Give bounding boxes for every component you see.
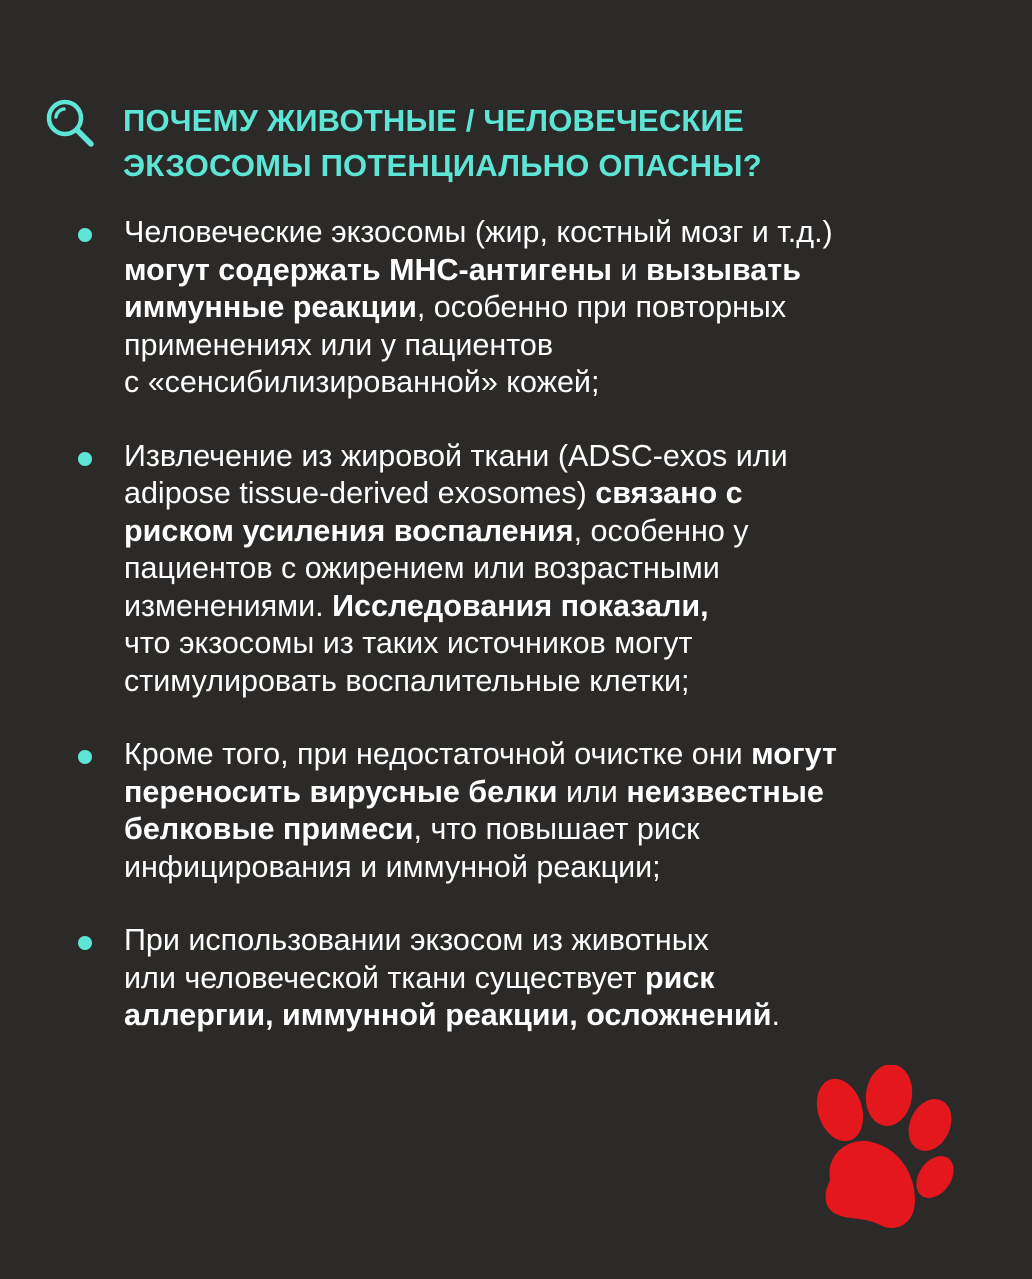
- text-segment: и: [611, 252, 646, 287]
- bullet-line: [124, 774, 1018, 812]
- text-segment: .: [771, 998, 781, 1032]
- bold-text-segment: риск: [644, 960, 715, 995]
- text-segment: , особенно у: [573, 513, 749, 548]
- bullet-line: [124, 588, 1018, 626]
- bold-text-segment: могут: [751, 737, 837, 771]
- text-segment: с «сенсибилизированной» кожей;: [124, 365, 600, 399]
- bullet-line: [124, 550, 1018, 588]
- paw-print-icon: [800, 1065, 960, 1235]
- text-segment: стимулировать воспалительные клетки;: [124, 663, 690, 698]
- bullet-line: [124, 811, 1018, 849]
- bullet-line: [124, 364, 1018, 402]
- text-segment: инфицирования и иммунной реакции;: [124, 849, 661, 884]
- page-title-line-2: ЭКЗОСОМЫ ПОТЕНЦИАЛЬНО ОПАСНЫ?: [123, 148, 762, 183]
- bullet-line: [124, 513, 1018, 551]
- bold-text-segment: Исследования показали,: [332, 588, 709, 623]
- bullet-line: [124, 849, 1018, 887]
- text-segment: Извлечение из жировой ткани (ADSC-exos или: [124, 438, 788, 473]
- bold-text-segment: риском усиления воспаления: [124, 513, 574, 548]
- text-segment: При использовании экзосом из животных: [124, 923, 709, 957]
- text-segment: пациентов с ожирением или возрастными: [124, 551, 720, 585]
- text-segment: или человеческой ткани существует: [124, 960, 645, 995]
- bold-text-segment: аллергии, иммунной реакции, осложнений: [124, 998, 772, 1032]
- text-segment: adipose tissue-derived exosomes): [124, 476, 596, 510]
- bold-text-segment: белковые примеси: [124, 812, 414, 846]
- bullet-list: [78, 214, 1018, 1071]
- text-segment: применениях или у пациентов: [124, 327, 554, 362]
- bullet-line: [124, 327, 1018, 365]
- text-segment: изменениями.: [124, 588, 333, 623]
- text-segment: Кроме того, при недостаточной очистке они: [124, 737, 752, 771]
- bold-text-segment: связано с: [595, 476, 743, 510]
- bullet-item: [78, 214, 1018, 402]
- bullet-line: [124, 922, 1018, 960]
- bullet-line: [124, 438, 1018, 476]
- text-segment: Человеческие экзосомы (жир, костный мозг и т.д.): [124, 215, 833, 249]
- bullet-line: [124, 736, 1018, 774]
- bullet-line: [124, 214, 1018, 252]
- bold-text-segment: вызывать: [645, 252, 801, 287]
- header: [45, 98, 1005, 188]
- bullet-dot-icon: [78, 750, 92, 764]
- text-segment: или: [557, 774, 627, 809]
- bullet-item: [78, 438, 1018, 701]
- bullet-item: [78, 736, 1018, 886]
- page-title: [123, 98, 762, 188]
- bullet-dot-icon: [78, 228, 92, 242]
- page-title-line-1: ПОЧЕМУ ЖИВОТНЫЕ / ЧЕЛОВЕЧЕСКИЕ: [123, 103, 744, 138]
- text-segment: что экзосомы из таких источников могут: [124, 626, 693, 660]
- bullet-line: [124, 663, 1018, 701]
- text-segment: , особенно при повторных: [416, 290, 787, 324]
- bullet-line: [124, 997, 1018, 1035]
- bullet-dot-icon: [78, 452, 92, 466]
- bold-text-segment: могут содержать МНС-антигены: [124, 252, 612, 287]
- bold-text-segment: переносить вирусные белки: [124, 774, 558, 809]
- bullet-line: [124, 475, 1018, 513]
- search-icon: [45, 98, 97, 150]
- bullet-item: [78, 922, 1018, 1035]
- bullet-dot-icon: [78, 936, 92, 950]
- text-segment: , что повышает риск: [413, 812, 700, 846]
- bullet-line: [124, 625, 1018, 663]
- bold-text-segment: иммунные реакции: [124, 290, 417, 324]
- bullet-line: [124, 252, 1018, 290]
- bullet-line: [124, 960, 1018, 998]
- bold-text-segment: неизвестные: [626, 774, 824, 809]
- bullet-line: [124, 289, 1018, 327]
